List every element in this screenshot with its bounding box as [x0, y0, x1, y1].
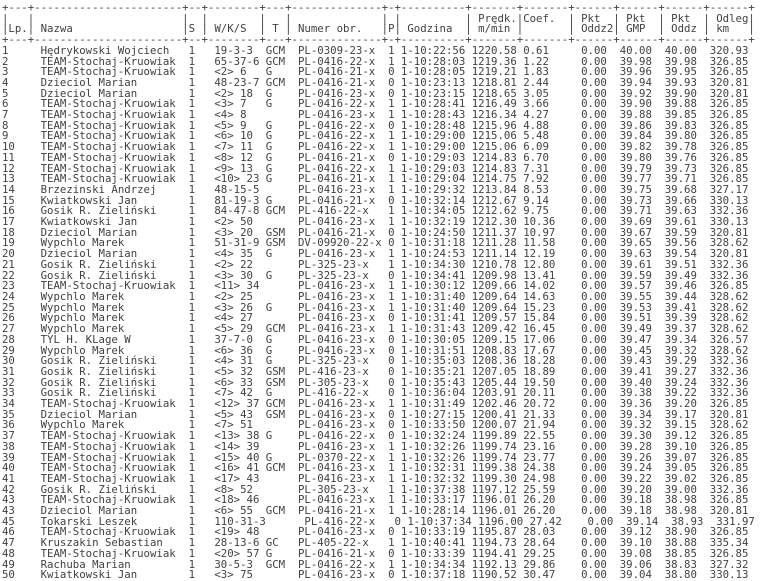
table-row: 27 Wypchlo Marek 1 <5> 29 GCM PL-0416-23-x 1 1-10:31:43 1209.42 16.45 0.00 39.49 39.37 328.62 [2, 322, 749, 336]
table-row: 19 Wypchlo Marek 1 51-31-9 GSM DV-09920-22-x 0 1-10:31:18 1211.28 11.58 0.00 39.65 39.56 328.62 [2, 236, 749, 250]
table-header-row-1: | | | | | | | | | Prędk.|Coef. | Pkt | Pkt | Pkt | Odleg| [2, 11, 755, 25]
table-row: 50 Kwiatkowski Jan 1 <3> 75 PL-0416-23-x 0 1-10:37:18 1190.52 30.47 0.00 39.04 38.80 330.13 [2, 568, 749, 581]
table-row: 9 TEAM-Stochaj-Kruowiak 1 <6> 10 G PL-0416-22-x 1 1-10:29:00 1215.06 5.48 0.00 39.84 39.80 326.85 [2, 129, 749, 143]
table-row: 8 TEAM-Stochaj-Kruowiak 1 <5> 9 G PL-0416-22-x 0 1-10:28:48 1215.96 4.88 0.00 39.86 39.83 326.85 [2, 118, 749, 132]
table-row: 41 TEAM-Stochaj-Kruowiak 1 <17> 43 PL-0416-23-x 1 1-10:32:32 1199.30 24.98 0.00 39.22 39.02 326.85 [2, 471, 749, 485]
table-row: 42 Gosik R. Zieliński 1 <8> 52 PL-305-23-x 1 1-10:37:38 1197.12 25.59 0.00 39.20 39.00 332.36 [2, 482, 749, 496]
results-table [2, 3, 761, 581]
table-row: 45 Tokarski Leszek 1 110-31-3 PL-416-22-x 0 1-10:37:34 1196.00 27.42 0.00 39.14 38.93 331.97 [2, 514, 755, 528]
table-row: 23 TEAM-Stochaj-Kruowiak 1 <11> 34 PL-0416-23-x 1 1-10:30:12 1209.66 14.02 0.00 39.57 39.46 326.85 [2, 279, 749, 293]
table-row: 3 TEAM-Stochaj-Kruowiak 1 <2> 6 G PL-0416-21-x 0 1-10:28:05 1219.21 1.83 0.00 39.96 39.95 326.85 [2, 65, 749, 79]
table-row: 16 Gosik R. Zieliński 1 84-47-8 GCM PL-416-22-x 1 1-10:34:05 1212.62 9.75 0.00 39.71 39.63 332.36 [2, 204, 749, 218]
table-row: 2 TEAM-Stochaj-Kruowiak 1 65-37-6 GCM PL-0416-22-x 1 1-10:28:03 1219.36 1.22 0.00 39.98 39.98 326.85 [2, 54, 749, 68]
table-row: 10 TEAM-Stochaj-Kruowiak 1 <7> 11 G PL-0416-22-x 1 1-10:29:00 1215.06 6.09 0.00 39.82 39.78 326.85 [2, 140, 749, 154]
table-row: 24 Wypchlo Marek 1 <2> 25 PL-0416-23-x 1 1-10:31:40 1209.64 14.63 0.00 39.55 39.44 328.62 [2, 289, 749, 303]
table-row: 43 TEAM-Stochaj-Kruowiak 1 <18> 46 PL-0416-23-x 1 1-10:33:17 1196.01 26.20 0.00 39.18 38.98 326.85 [2, 493, 749, 507]
table-row: 17 Kwiatkowski Jan 1 <2> 50 PL-0416-23-x 1 1-10:32:19 1212.30 10.36 0.00 39.69 39.61 330.13 [2, 215, 749, 229]
table-row: 28 TYL H. KLage W 1 37-7-0 G PL-0416-23-x 0 1-10:30:05 1209.15 17.06 0.00 39.47 39.34 326.57 [2, 332, 749, 346]
table-row: 14 Brzezinski Andrzej 1 48-15-5 PL-0416-23-x 1 1-10:29:32 1213.84 8.53 0.00 39.75 39.68 327.17 [2, 182, 749, 196]
table-row: 26 Wypchlo Marek 1 <4> 27 PL-0416-23-x 0 1-10:31:41 1209.57 15.84 0.00 39.51 39.39 328.62 [2, 311, 749, 325]
table-row: 32 Gosik R. Zieliński 1 <6> 33 GSM PL-305-23-x 0 1-10:35:43 1205.44 19.50 0.00 39.40 39.24 332.36 [2, 375, 749, 389]
table-row: 39 TEAM-Stochaj-Kruowiak 1 <15> 40 G PL-0370-22-x 1 1-10:32:26 1199.74 23.77 0.00 39.26 39.07 326.85 [2, 450, 749, 464]
table-row: 11 TEAM-Stochaj-Kruowiak 1 <8> 12 G PL-0416-21-x 0 1-10:29:03 1214.83 6.70 0.00 39.80 39.76 326.85 [2, 150, 749, 164]
table-row: 6 TEAM-Stochaj-Kruowiak 1 <3> 7 G PL-0416-22-x 1 1-10:28:41 1216.49 3.66 0.00 39.90 39.88 326.85 [2, 97, 749, 111]
table-body [2, 43, 761, 581]
table-border-top: +---+-----------------------+--+--------+---+--------------+-+----------+-------+-------+------+------+------+------+ [2, 1, 755, 14]
table-row: 35 Dzieciol Marian 1 <5> 43 GSM PL-0416-23-x 0 1-10:27:15 1200.41 21.33 0.00 39.34 39.17 320.81 [2, 407, 749, 421]
table-row: 15 Kwiatkowski Jan 1 81-19-3 G PL-0416-21-x 0 1-10:32:14 1212.67 9.14 0.00 39.73 39.66 330.13 [2, 193, 749, 207]
table-row: 31 Gosik R. Zieliński 1 <5> 32 GSM PL-416-23-x 0 1-10:35:21 1207.05 18.89 0.00 39.41 39.27 332.36 [2, 364, 749, 378]
table-row: 1 Hędrykowski Wojciech 1 19-3-3 GCM PL-0309-23-x 1 1-10:22:56 1220.58 0.61 0.00 40.00 40.00 320.93 [2, 43, 749, 57]
table-row: 4 Dzieciol Marian 1 48-23-7 GCM PL-0416-21-x 0 1-10:23:13 1218.81 2.44 0.00 39.94 39.93 320.81 [2, 75, 749, 89]
table-row: 29 Wypchlo Marek 1 <6> 36 G PL-0416-23-x 0 1-10:31:51 1208.83 17.67 0.00 39.45 39.32 328.62 [2, 343, 749, 357]
table-row: 12 TEAM-Stochaj-Kruowiak 1 <9> 13 G PL-0416-22-x 1 1-10:29:03 1214.83 7.31 0.00 39.79 39.73 326.85 [2, 161, 749, 175]
table-row: 7 TEAM-Stochaj-Kruowiak 1 <4> 8 PL-0416-23-x 1 1-10:28:43 1216.34 4.27 0.00 39.88 39.85 326.85 [2, 108, 749, 122]
table-row: 13 TEAM-Stochaj-Kruowiak 1 <10> 23 G PL-0416-21-x 1 1-10:29:04 1214.75 7.92 0.00 39.77 39.71 326.85 [2, 172, 749, 186]
table-row: 33 Gosik R. Zieliński 1 <7> 42 G PL-416-22-x 0 1-10:36:04 1203.91 20.11 0.00 39.38 39.22 332.36 [2, 386, 749, 400]
table-row: 18 Dzieciol Marian 1 <3> 20 GSM PL-0416-21-x 0 1-10:24:50 1211.37 10.97 0.00 39.67 39.59 320.81 [2, 225, 749, 239]
table-row: 40 TEAM-Stochaj-Kruowiak 1 <16> 41 GCM PL-0416-23-x 1 1-10:32:31 1199.38 24.38 0.00 39.24 39.05 326.85 [2, 461, 749, 475]
table-header-border-bottom: +---+-----------------------+--+--------+---+--------------+-+----------+-------+-------+------+------+------+------+ [2, 33, 755, 47]
table-row: 48 TEAM-Stochaj-Kruowiak 1 <20> 57 G PL-0416-21-x 0 1-10:33:39 1194.41 29.25 0.00 39.08 38.85 326.85 [2, 546, 749, 560]
table-row: 38 TEAM-Stochaj-Kruowiak 1 <14> 39 PL-0416-23-x 1 1-10:32:26 1199.74 23.16 0.00 39.28 39.10 326.85 [2, 439, 749, 453]
table-row: 49 Rachuba Marian 1 30-5-3 GCM PL-0416-22-x 1 1-10:34:34 1192.13 29.86 0.00 39.06 38.83 327.32 [2, 557, 749, 571]
table-row: 36 Wypchlo Marek 1 <7> 51 PL-0416-23-x 0 1-10:33:50 1200.07 21.94 0.00 39.32 39.15 328.62 [2, 418, 749, 432]
table-row: 34 TEAM-Stochaj-Kruowiak 1 <12> 37 GCM PL-0416-23-x 1 1-10:31:49 1202.46 20.72 0.00 39.36 39.20 326.85 [2, 397, 749, 411]
table-row: 47 Kruszakin Sebastian 1 28-13-6 GC PL-405-22-x 1 1-10:40:41 1194.73 28.64 0.00 39.10 38.88 335.34 [2, 536, 749, 550]
table-row: 21 Gosik R. Zieliński 1 <2> 22 PL-325-23-x 1 1-10:34:30 1210.78 12.80 0.00 39.61 39.51 332.36 [2, 257, 749, 271]
table-row: 46 TEAM-Stochaj-Kruowiak 1 <19> 48 PL-0416-23-x 0 1-10:33:19 1195.87 28.03 0.00 39.12 38.90 326.85 [2, 525, 749, 539]
table-row: 20 Dzieciol Marian 1 <4> 35 G PL-0416-23-x 1 1-10:24:53 1211.14 12.19 0.00 39.63 39.54 320.81 [2, 247, 749, 261]
table-row: 25 Wypchlo Marek 1 <3> 26 G PL-0416-23-x 1 1-10:31:40 1209.64 15.23 0.00 39.53 39.41 328.62 [2, 300, 749, 314]
table-header-row-2: |Lp.| Nazwa |S | W/K/S | T | Numer obr. |P| Godzina | m/min | | Oddz2| GMP | Oddz | km | [2, 22, 755, 36]
table-row: 5 Dzieciol Marian 1 <2> 18 G PL-0416-23-x 0 1-10:23:15 1218.65 3.05 0.00 39.92 39.90 320.81 [2, 86, 749, 100]
table-row: 22 Gosik R. Zieliński 1 <3> 30 G PL-325-23-x 0 1-10:34:41 1209.98 13.41 0.00 39.59 39.49 332.36 [2, 268, 749, 282]
table-row: 30 Gosik R. Zieliński 1 <4> 31 G PL-325-23-x 0 1-10:35:03 1208.36 18.28 0.00 39.43 39.29 332.36 [2, 354, 749, 368]
table-row: 37 TEAM-Stochaj-Kruowiak 1 <13> 38 G PL-0416-22-x 0 1-10:32:24 1199.89 22.55 0.00 39.30 39.12 326.85 [2, 429, 749, 443]
table-row: 43 Dzieciol Marian 1 <6> 55 GCM PL-0416-21-x 1 1-10:28:14 1196.01 26.20 0.00 39.18 38.98 320.81 [2, 504, 749, 518]
